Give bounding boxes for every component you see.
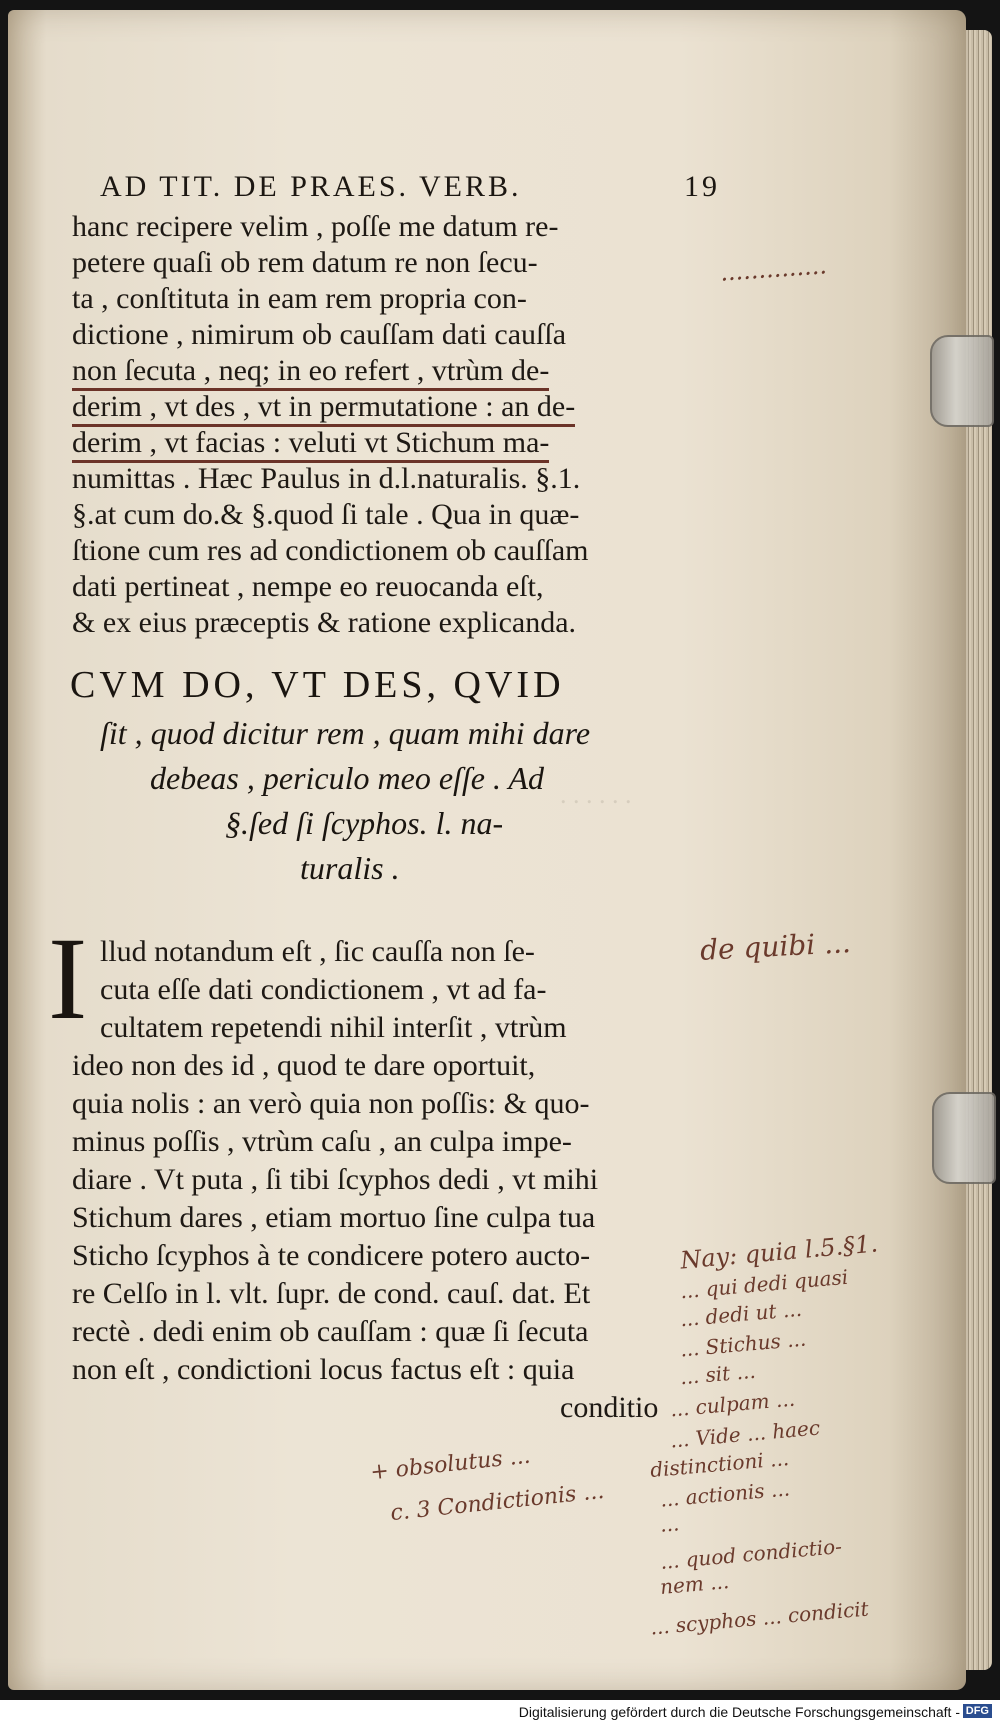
text-line: Stichum dares , etiam mortuo ſine culpa tua xyxy=(72,1201,596,1234)
text-line: ideo non des id , quod te dare oportuit, xyxy=(72,1049,536,1082)
running-header xyxy=(100,170,720,204)
text-line: diare . Vt puta , ſi tibi ſcyphos dedi , vt mihi xyxy=(72,1163,599,1196)
text-line: llud notandum eſt , ſic cauſſa non ſe- xyxy=(100,935,535,968)
marginal-note-middle: de quibi ... xyxy=(699,926,852,967)
section-heading-line: turalis . xyxy=(300,850,400,886)
marginal-line: ... Stichus ... xyxy=(679,1326,808,1362)
marginal-note-top: .............. xyxy=(719,251,828,287)
page-clip-bottom xyxy=(932,1092,996,1184)
marginal-line: ... sit ... xyxy=(679,1358,757,1390)
text-line: ta , conſtituta in eam rem propria con- xyxy=(72,282,527,315)
section-heading-caps: CVM DO, VT DES, QVID xyxy=(70,664,565,706)
text-line: numittas . Hæc Paulus in d.l.naturalis. §.1. xyxy=(72,462,581,495)
marginal-line: ... culpam ... xyxy=(669,1386,796,1422)
drop-initial: I xyxy=(48,913,88,1044)
marginal-line: distinctioni ... xyxy=(649,1445,790,1483)
text-line: cultatem repetendi nihil interſit , vtrùm xyxy=(100,1011,567,1044)
marginal-line: ... quod condictio- xyxy=(659,1534,843,1574)
marginal-line: c. 3 Condictionis ... xyxy=(389,1478,606,1527)
marginal-line: ... xyxy=(658,1511,681,1537)
marginal-line: Nay: quia l.5.§1. xyxy=(679,1229,879,1275)
marginal-line: ... Vide ... haec xyxy=(669,1415,821,1453)
text-line: minus poſſis , vtrùm caſu , an culpa impe- xyxy=(72,1125,572,1158)
text-line: & ex eius præceptis & ratione explicanda. xyxy=(72,606,577,639)
text-line: re Celſo in l. vlt. ſupr. de cond. cauſ. dat. Et xyxy=(72,1277,591,1310)
page-clip-top xyxy=(930,335,994,427)
text-line: cuta eſſe dati condictionem , vt ad fa- xyxy=(100,973,547,1006)
text-line-underlined: derim , vt facias : veluti vt Stichum ma- xyxy=(72,426,549,463)
text-line-underlined: non ſecuta , neq; in eo refert , vtrùm de- xyxy=(72,354,549,391)
catchword: conditio xyxy=(560,1391,659,1424)
digitization-credit: Digitalisierung gefördert durch die Deutsche Forschungsgemeinschaft - xyxy=(518,1704,960,1720)
bleed-through-text: . . . . . . xyxy=(560,780,632,809)
text-line: quia nolis : an verò quia non poſſis: & quo- xyxy=(72,1087,590,1120)
text-line: non eſt , condictioni locus factus eſt : quia xyxy=(72,1353,575,1386)
text-line: Sticho ſcyphos à te condicere potero aucto- xyxy=(72,1239,591,1272)
text-line-underlined: derim , vt des , vt in permutatione : an de- xyxy=(72,390,575,427)
marginal-line: + obsolutus ... xyxy=(369,1443,532,1486)
text-line: dati pertineat , nempe eo reuocanda eſt, xyxy=(72,570,544,603)
section-heading-line: ſit , quod dicitur rem , quam mihi dare xyxy=(100,715,591,751)
dfg-logo: DFG xyxy=(963,1704,992,1718)
text-line: petere quaſi ob rem datum re non ſecu- xyxy=(72,246,538,279)
section-heading-line: §.ſed ſi ſcyphos. l. na- xyxy=(225,805,504,841)
text-line: §.at cum do.& §.quod ſi tale . Qua in quæ- xyxy=(72,498,580,531)
text-line: ſtione cum res ad condictionem ob cauſſam xyxy=(72,534,589,567)
marginal-line: ... qui dedi quasi xyxy=(679,1264,850,1304)
marginal-line: nem ... xyxy=(659,1569,731,1599)
page-number: 19 xyxy=(684,170,720,203)
text-line: rectè . dedi enim ob cauſſam : quæ ſi ſecuta xyxy=(72,1315,589,1348)
marginal-line: ... scyphos ... condicit xyxy=(649,1596,870,1640)
page-edges xyxy=(966,30,992,1670)
text-line: dictione , nimirum ob cauſſam dati cauſſa xyxy=(72,318,567,351)
marginal-line: ... dedi ut ... xyxy=(679,1296,803,1332)
section-heading-line: debeas , periculo meo eſſe . Ad xyxy=(150,760,544,796)
running-title: AD TIT. DE PRAES. VERB. xyxy=(100,170,522,203)
text-line: hanc recipere velim , poſſe me datum re- xyxy=(72,210,559,243)
marginal-line: ... actionis ... xyxy=(659,1476,791,1512)
